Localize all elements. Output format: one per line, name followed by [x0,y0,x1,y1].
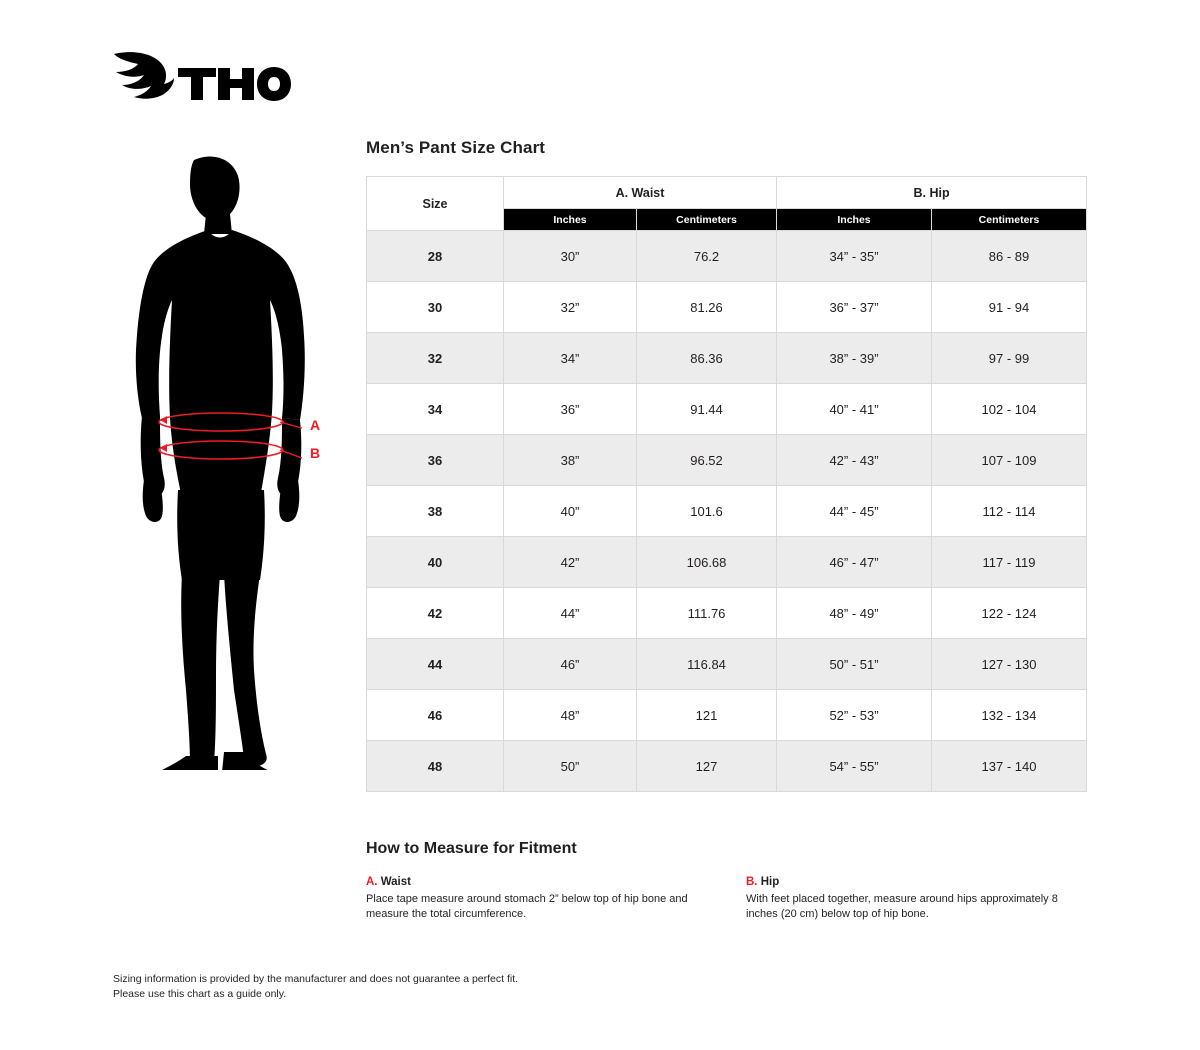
cell-hip-centimeters: 86 - 89 [932,231,1087,282]
cell-size: 48 [367,741,504,792]
howto-text-hip: With feet placed together, measure around hips approximately 8 inches (20 cm) below top of hip bone. [746,893,1058,920]
table-row [367,435,1087,486]
howto-marker-a: A. [366,876,378,888]
measure-label-b: B [310,445,321,461]
cell-hip-centimeters: 117 - 119 [932,537,1087,588]
male-body-silhouette [136,157,305,770]
cell-waist-centimeters: 91.44 [637,384,777,435]
howto-name-waist: Waist [377,876,411,888]
cell-waist-centimeters: 127 [637,741,777,792]
cell-waist-inches: 36” [504,384,637,435]
cell-size: 38 [367,486,504,537]
cell-size: 30 [367,282,504,333]
cell-hip-centimeters: 91 - 94 [932,282,1087,333]
size-chart-table [366,176,1087,792]
cell-hip-centimeters: 122 - 124 [932,588,1087,639]
cell-size: 34 [367,384,504,435]
table-row [367,690,1087,741]
measure-label-a: A [310,417,321,433]
table-row [367,639,1087,690]
cell-waist-centimeters: 101.6 [637,486,777,537]
cell-hip-inches: 42” - 43” [777,435,932,486]
cell-waist-centimeters: 81.26 [637,282,777,333]
howto-item-hip [746,876,1086,922]
cell-size: 44 [367,639,504,690]
disclaimer [113,972,518,1002]
how-to-measure-title: How to Measure for Fitment [366,840,577,857]
cell-size: 46 [367,690,504,741]
howto-item-waist [366,876,746,922]
cell-waist-inches: 30” [504,231,637,282]
table-row [367,231,1087,282]
cell-hip-centimeters: 107 - 109 [932,435,1087,486]
cell-hip-centimeters: 132 - 134 [932,690,1087,741]
cell-waist-inches: 40” [504,486,637,537]
header-waist-inches: Inches [504,209,637,231]
cell-size: 40 [367,537,504,588]
header-waist: A. Waist [504,177,777,209]
cell-hip-inches: 38” - 39” [777,333,932,384]
howto-text-waist: Place tape measure around stomach 2” below top of hip bone and measure the total circumference. [366,893,688,920]
header-hip-cm: Centimeters [932,209,1087,231]
cell-hip-centimeters: 112 - 114 [932,486,1087,537]
cell-hip-inches: 50” - 51” [777,639,932,690]
cell-waist-inches: 38” [504,435,637,486]
page-title: Men’s Pant Size Chart [366,138,546,157]
cell-waist-centimeters: 96.52 [637,435,777,486]
cell-waist-centimeters: 76.2 [637,231,777,282]
howto-marker-b: B. [746,876,758,888]
size-chart-body [367,231,1087,792]
cell-waist-centimeters: 111.76 [637,588,777,639]
cell-waist-inches: 32” [504,282,637,333]
cell-hip-centimeters: 137 - 140 [932,741,1087,792]
header-hip-inches: Inches [777,209,932,231]
cell-waist-inches: 46” [504,639,637,690]
cell-size: 36 [367,435,504,486]
cell-waist-centimeters: 106.68 [637,537,777,588]
cell-waist-inches: 44” [504,588,637,639]
cell-hip-centimeters: 102 - 104 [932,384,1087,435]
cell-hip-inches: 44” - 45” [777,486,932,537]
cell-hip-inches: 48” - 49” [777,588,932,639]
cell-waist-centimeters: 121 [637,690,777,741]
table-row [367,333,1087,384]
body-silhouette-illustration [120,150,340,770]
cell-hip-inches: 40” - 41” [777,384,932,435]
cell-waist-inches: 48” [504,690,637,741]
cell-hip-inches: 36” - 37” [777,282,932,333]
table-row [367,537,1087,588]
cell-hip-inches: 46” - 47” [777,537,932,588]
table-row [367,282,1087,333]
table-row [367,384,1087,435]
cell-size: 32 [367,333,504,384]
header-waist-cm: Centimeters [637,209,777,231]
cell-hip-inches: 34” - 35” [777,231,932,282]
table-row [367,588,1087,639]
cell-hip-inches: 52” - 53” [777,690,932,741]
cell-waist-inches: 50” [504,741,637,792]
cell-size: 42 [367,588,504,639]
cell-waist-centimeters: 116.84 [637,639,777,690]
cell-hip-inches: 54” - 55” [777,741,932,792]
cell-hip-centimeters: 127 - 130 [932,639,1087,690]
thor-logo [112,50,292,102]
chart-section [366,138,1086,792]
cell-waist-inches: 34” [504,333,637,384]
table-row [367,741,1087,792]
cell-waist-centimeters: 86.36 [637,333,777,384]
header-size: Size [367,177,504,231]
header-hip: B. Hip [777,177,1087,209]
disclaimer-line-2: Please use this chart as a guide only. [113,988,287,1001]
cell-hip-centimeters: 97 - 99 [932,333,1087,384]
cell-size: 28 [367,231,504,282]
how-to-measure-section [366,840,1086,922]
table-row [367,486,1087,537]
cell-waist-inches: 42” [504,537,637,588]
howto-name-hip: Hip [757,876,780,888]
disclaimer-line-1: Sizing information is provided by the manufacturer and does not guarantee a perfect fit. [113,973,519,985]
